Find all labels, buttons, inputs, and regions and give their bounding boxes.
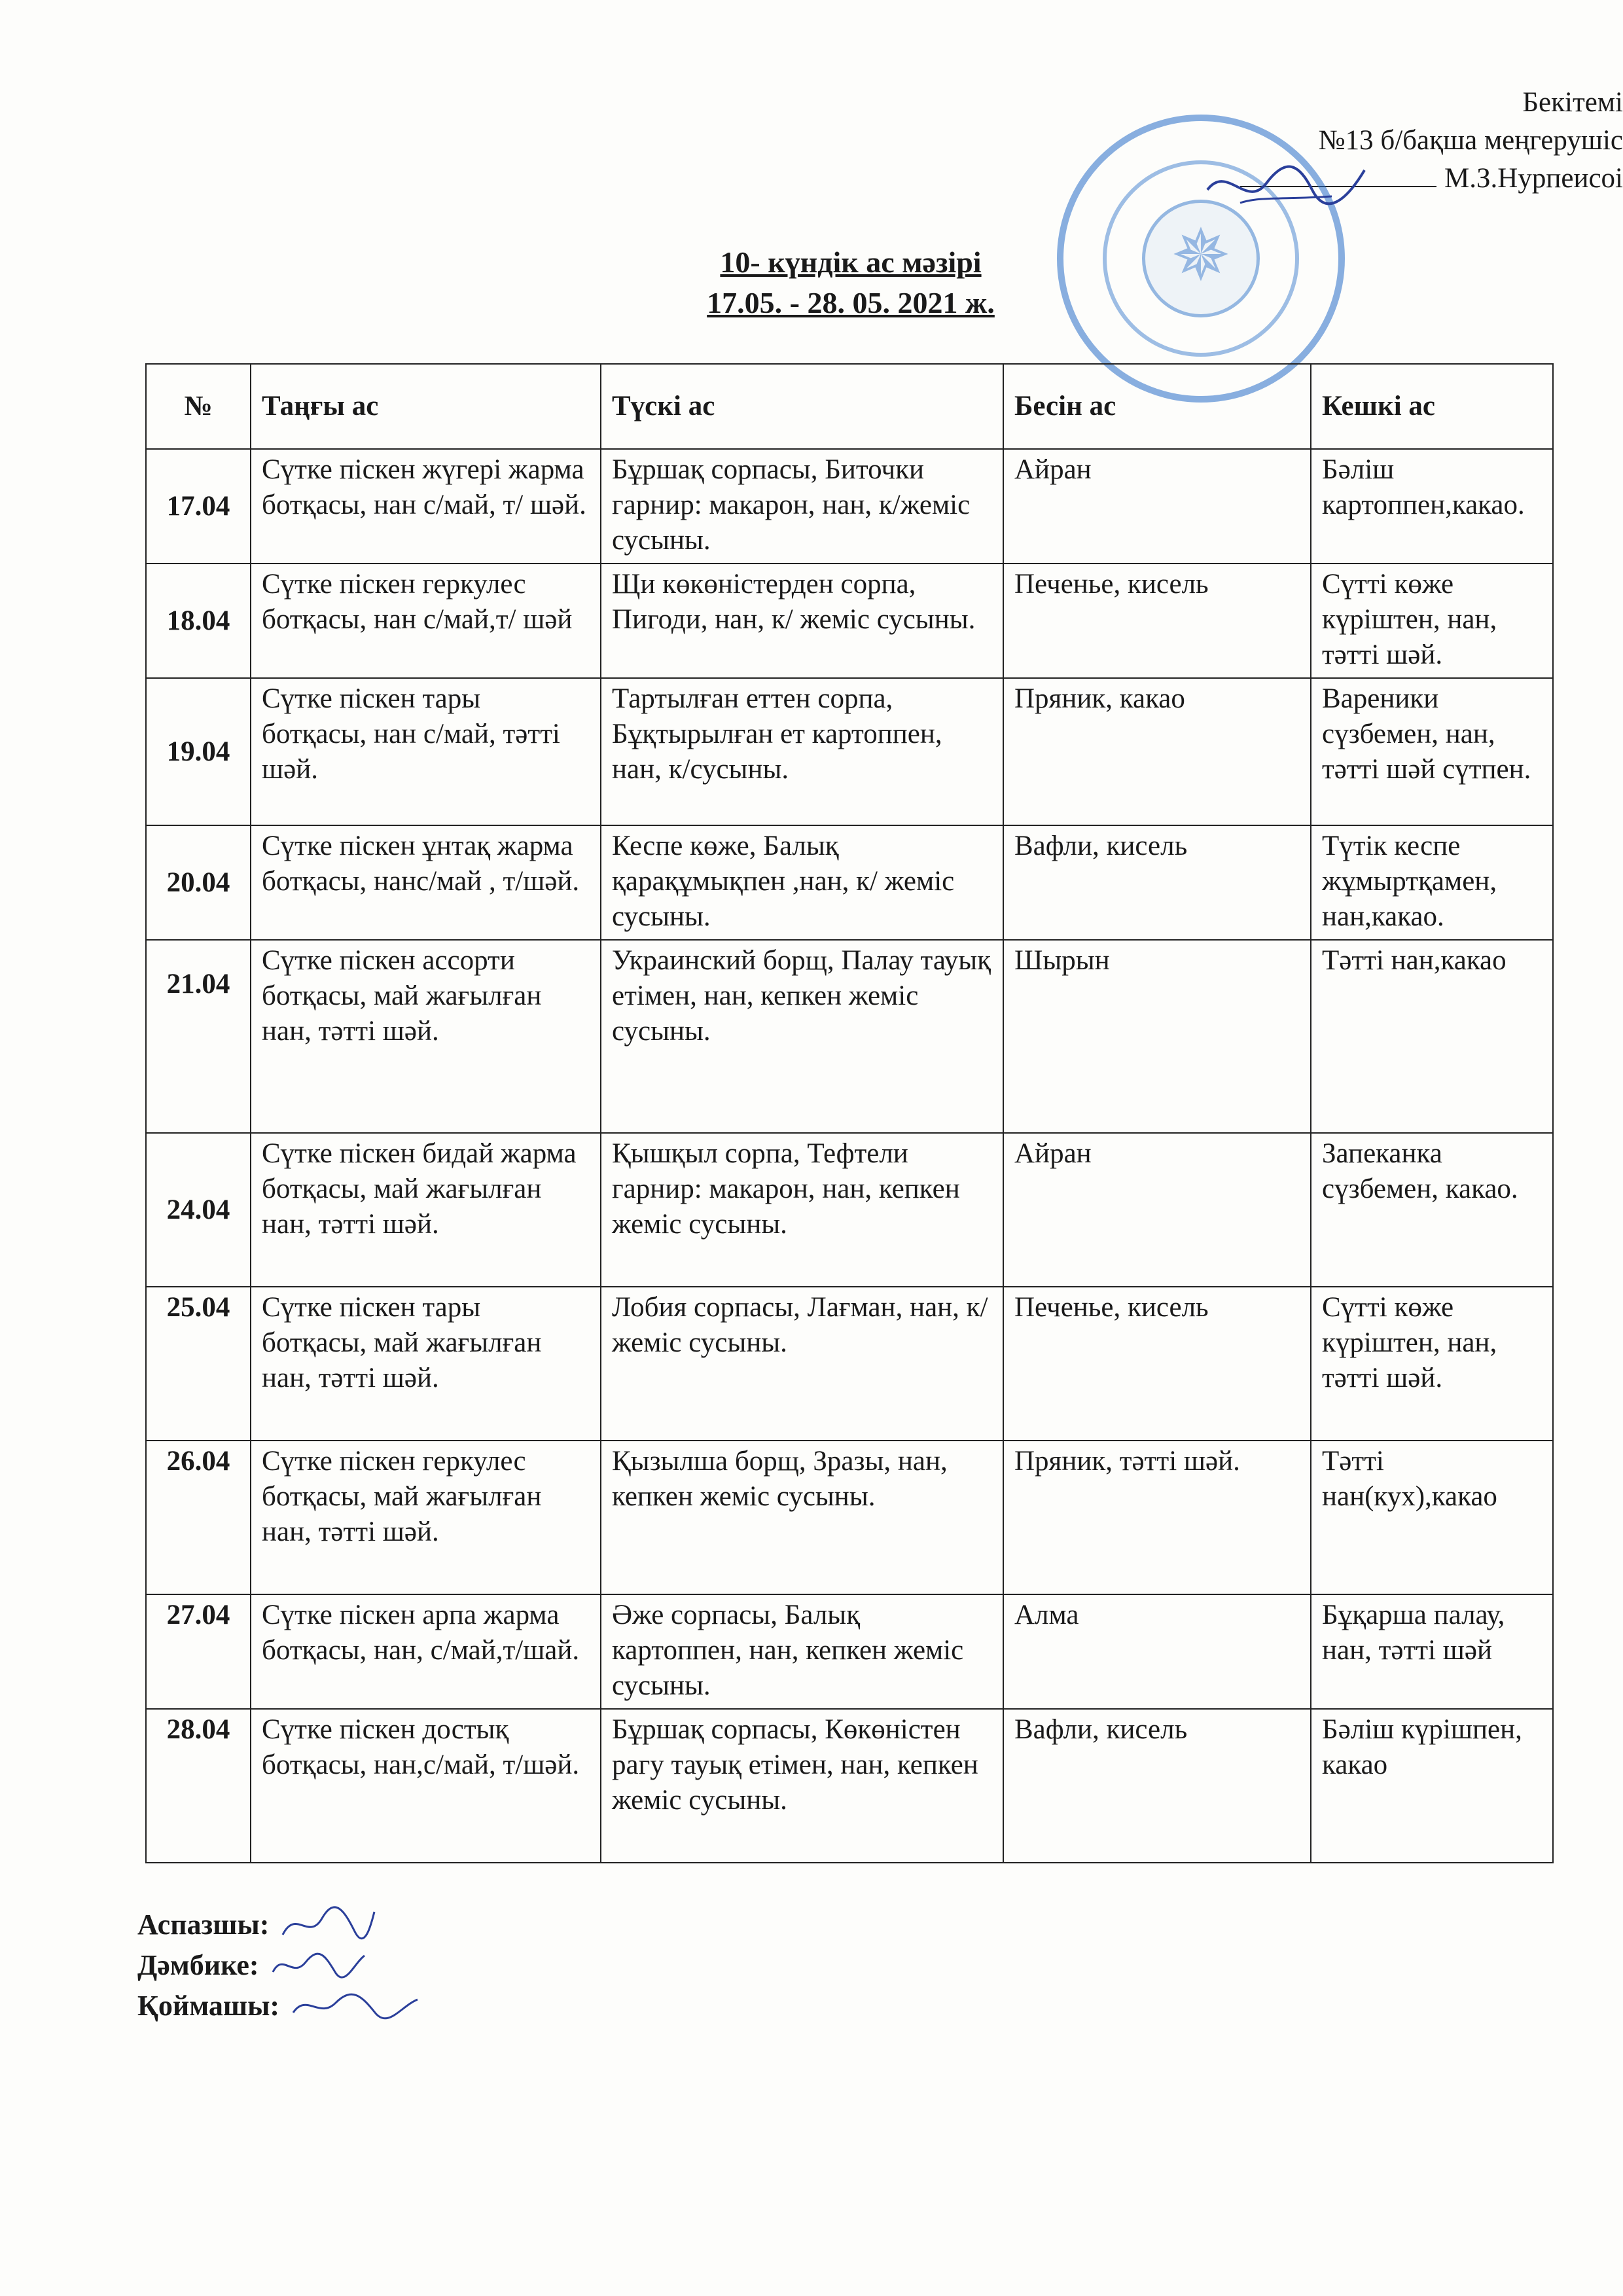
dinner-cell: Сүтті көже күріштен, нан, тәтті шәй. xyxy=(1311,1287,1553,1441)
row-date: 18.04 xyxy=(146,564,251,678)
storekeeper-row xyxy=(137,1986,421,2026)
snack-cell: Печенье, кисель xyxy=(1003,1287,1311,1441)
approval-line1: Бекітемі xyxy=(1522,87,1623,118)
table-row xyxy=(146,1594,1553,1709)
title-line1: 10- күндік ас мәзірі xyxy=(720,245,982,279)
breakfast-cell: Сүтке піскен ұнтақ жарма ботқасы, нанс/май , т/шәй. xyxy=(251,825,601,940)
dinner-cell: Запеканка сүзбемен, какао. xyxy=(1311,1133,1553,1287)
cook-signature xyxy=(279,1905,378,1945)
dinner-cell: Тәтті нан(кух),какао xyxy=(1311,1441,1553,1594)
dinner-cell: Тәтті нан,какао xyxy=(1311,940,1553,1133)
breakfast-cell: Сүтке піскен жүгері жарма ботқасы, нан с/май, т/ шәй. xyxy=(251,449,601,564)
lunch-cell: Украинский борщ, Палау тауық етімен, нан, кепкен жеміс сусыны. xyxy=(601,940,1003,1133)
table-row xyxy=(146,1133,1553,1287)
nurse-row xyxy=(137,1945,421,1986)
col-header-snack: Бесін ас xyxy=(1003,364,1311,449)
breakfast-cell: Сүтке піскен арпа жарма ботқасы, нан, с/май,т/шай. xyxy=(251,1594,601,1709)
breakfast-cell: Сүтке піскен тары ботқасы, май жағылған нан, тәтті шәй. xyxy=(251,1287,601,1441)
signatures-block xyxy=(137,1905,421,2026)
table-row xyxy=(146,678,1553,825)
page-title xyxy=(654,242,1047,323)
lunch-cell: Бұршақ сорпасы, Көкөністен рагу тауық етімен, нан, кепкен жеміс сусыны. xyxy=(601,1709,1003,1863)
lunch-cell: Щи көкөністерден сорпа, Пигоди, нан, к/ жеміс сусыны. xyxy=(601,564,1003,678)
nurse-label: Дәмбике: xyxy=(137,1949,259,1981)
lunch-cell: Лобия сорпасы, Лағман, нан, к/жеміс сусыны. xyxy=(601,1287,1003,1441)
lunch-cell: Кеспе көже, Балық қарақұмықпен ,нан, к/ жеміс сусыны. xyxy=(601,825,1003,940)
dinner-cell: Түтік кеспе жұмыртқамен, нан,какао. xyxy=(1311,825,1553,940)
table-row xyxy=(146,1287,1553,1441)
snack-cell: Шырын xyxy=(1003,940,1311,1133)
row-date: 24.04 xyxy=(146,1133,251,1287)
col-header-number: № xyxy=(146,364,251,449)
snack-cell: Айран xyxy=(1003,1133,1311,1287)
breakfast-cell: Сүтке піскен тары ботқасы, нан с/май, тәтті шәй. xyxy=(251,678,601,825)
cook-label: Аспазшы: xyxy=(137,1909,270,1941)
lunch-cell: Тартылған еттен сорпа, Бұқтырылған ет картоппен, нан, к/сусыны. xyxy=(601,678,1003,825)
dinner-cell: Бұқарша палау, нан, тәтті шәй xyxy=(1311,1594,1553,1709)
title-dates: 17.05. - 28. 05. 2021 ж. xyxy=(707,286,995,319)
approval-name: М.З.Нурпеисоі xyxy=(1444,163,1623,194)
breakfast-cell: Сүтке піскен ассорти ботқасы, май жағылған нан, тәтті шәй. xyxy=(251,940,601,1133)
lunch-cell: Әже сорпасы, Балық картоппен, нан, кепкен жеміс сусыны. xyxy=(601,1594,1003,1709)
row-date: 26.04 xyxy=(146,1441,251,1594)
snack-cell: Печенье, кисель xyxy=(1003,564,1311,678)
snack-cell: Айран xyxy=(1003,449,1311,564)
row-date: 19.04 xyxy=(146,678,251,825)
breakfast-cell: Сүтке піскен достық ботқасы, нан,с/май, т/шәй. xyxy=(251,1709,601,1863)
snack-cell: Алма xyxy=(1003,1594,1311,1709)
row-date: 17.04 xyxy=(146,449,251,564)
breakfast-cell: Сүтке піскен геркулес ботқасы, май жағылған нан, тәтті шәй. xyxy=(251,1441,601,1594)
dinner-cell: Вареники сүзбемен, нан, тәтті шәй сүтпен. xyxy=(1311,678,1553,825)
table-row xyxy=(146,825,1553,940)
lunch-cell: Бұршақ сорпасы, Биточки гарнир: макарон, нан, к/жеміс сусыны. xyxy=(601,449,1003,564)
breakfast-cell: Сүтке піскен геркулес ботқасы, нан с/май,т/ шәй xyxy=(251,564,601,678)
storekeeper-signature xyxy=(290,1986,421,2026)
cook-row xyxy=(137,1905,421,1945)
row-date: 27.04 xyxy=(146,1594,251,1709)
col-header-dinner: Кешкі ас xyxy=(1311,364,1553,449)
row-date: 20.04 xyxy=(146,825,251,940)
col-header-lunch: Түскі ас xyxy=(601,364,1003,449)
row-date: 28.04 xyxy=(146,1709,251,1863)
table-row xyxy=(146,1709,1553,1863)
table-row xyxy=(146,449,1553,564)
row-date: 21.04 xyxy=(146,940,251,1133)
emblem-star-icon: ✵ xyxy=(1170,213,1232,297)
head-signature xyxy=(1201,151,1371,223)
nurse-signature xyxy=(270,1946,368,1985)
lunch-cell: Қышқыл сорпа, Тефтели гарнир: макарон, нан, кепкен жеміс сусыны. xyxy=(601,1133,1003,1287)
snack-cell: Пряник, тәтті шәй. xyxy=(1003,1441,1311,1594)
lunch-cell: Қызылша борщ, Зразы, нан, кепкен жеміс сусыны. xyxy=(601,1441,1003,1594)
storekeeper-label: Қоймашы: xyxy=(137,1990,280,2022)
snack-cell: Вафли, кисель xyxy=(1003,1709,1311,1863)
menu-table xyxy=(145,363,1554,1863)
snack-cell: Пряник, какао xyxy=(1003,678,1311,825)
dinner-cell: Бәліш күрішпен, какао xyxy=(1311,1709,1553,1863)
table-row xyxy=(146,1441,1553,1594)
table-row xyxy=(146,940,1553,1133)
col-header-breakfast: Таңғы ас xyxy=(251,364,601,449)
dinner-cell: Бәліш картоппен,какао. xyxy=(1311,449,1553,564)
approval-line2: №13 б/бақша меңгерушіс xyxy=(1318,125,1623,156)
snack-cell: Вафли, кисель xyxy=(1003,825,1311,940)
table-row xyxy=(146,564,1553,678)
breakfast-cell: Сүтке піскен бидай жарма ботқасы, май жағылған нан, тәтті шәй. xyxy=(251,1133,601,1287)
row-date: 25.04 xyxy=(146,1287,251,1441)
dinner-cell: Сүтті көже күріштен, нан, тәтті шәй. xyxy=(1311,564,1553,678)
table-header-row xyxy=(146,364,1553,449)
